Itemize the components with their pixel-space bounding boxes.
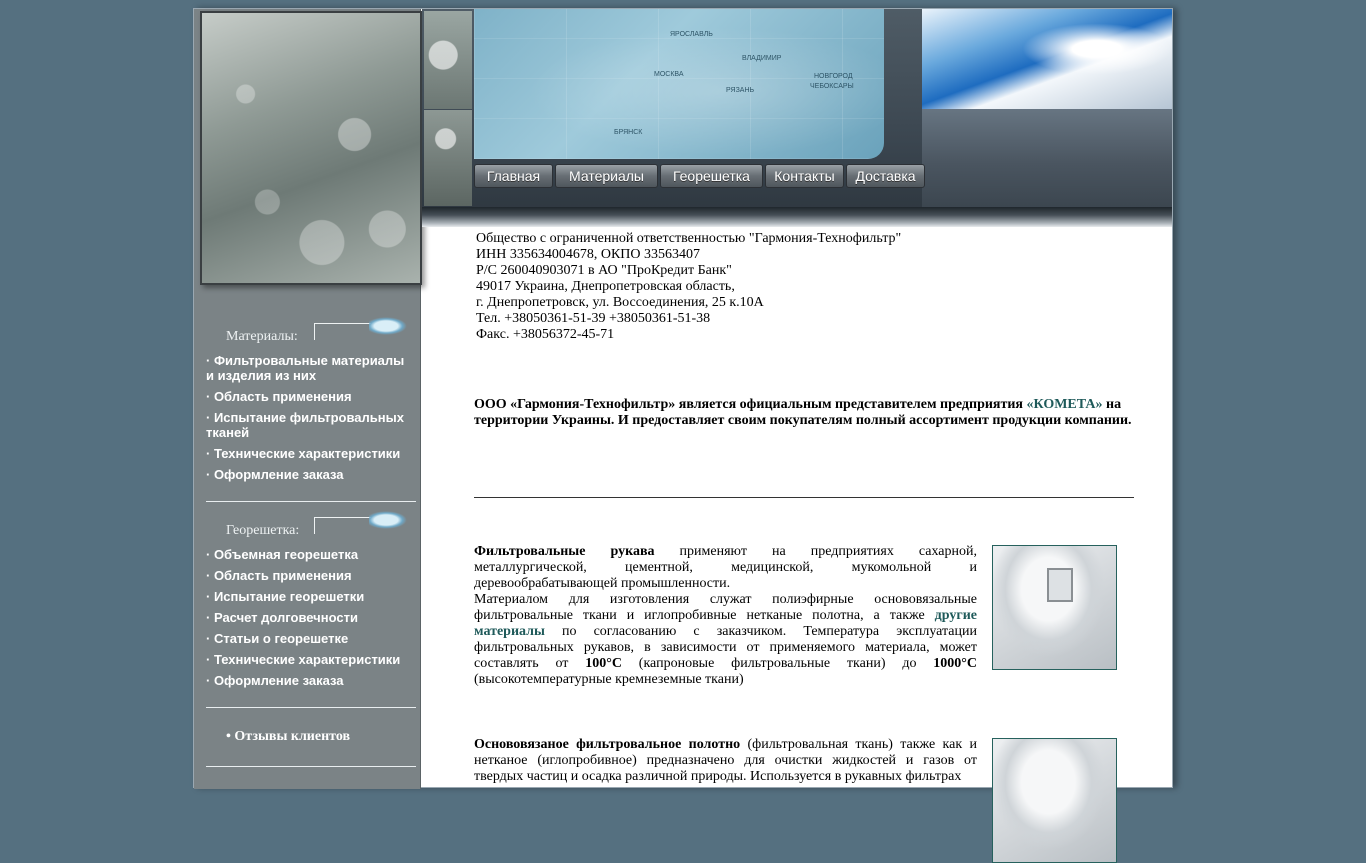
product-description: применяют на предприятиях сахарной, металлургической, цементной, медицинской, мукомольной и деревообрабатывающей промышленности.	[474, 544, 977, 591]
materials-menu-item-order[interactable]: · Оформление заказа	[206, 467, 344, 482]
menu-divider	[206, 766, 416, 767]
product-description: (высокотемпературные кремнеземные ткани)	[474, 672, 744, 687]
company-name: Общество с ограниченной ответственностью "Гармония-Технофильтр"	[476, 231, 902, 246]
menu-heading-line	[314, 323, 373, 340]
nav-materials-button[interactable]: Материалы	[555, 164, 658, 188]
geogrid-menu-item-application[interactable]: · Область применения	[206, 568, 352, 583]
mouse-icon	[369, 317, 407, 335]
header-thumb-image	[424, 110, 472, 206]
product-knitted-fabric-text	[474, 737, 977, 785]
materials-menu-heading: Материалы:	[226, 329, 298, 344]
kometa-link[interactable]: «КОМЕТА»	[1026, 397, 1103, 412]
nav-home-button[interactable]: Главная	[474, 164, 553, 188]
map-label: НОВГОРОД	[814, 73, 853, 80]
geogrid-menu-item-articles[interactable]: · Статьи о георешетке	[206, 631, 349, 646]
map-label: БРЯНСК	[614, 129, 643, 136]
filter-bag-flange	[1047, 568, 1073, 602]
nav-geogrid-button[interactable]: Георешетка	[660, 164, 763, 188]
nav-contacts-button[interactable]: Контакты	[765, 164, 844, 188]
filter-bag-image[interactable]	[992, 545, 1117, 670]
temperature-min: 100°С	[585, 656, 622, 671]
map-label: ЯРОСЛАВЛЬ	[670, 31, 713, 38]
company-address-region: 49017 Украина, Днепропетровская область,	[476, 279, 735, 294]
reviews-link[interactable]: • Отзывы клиентов	[226, 729, 351, 744]
product-filter-bags-title: Фильтровальные рукава	[474, 544, 655, 559]
company-address-street: г. Днепропетровск, ул. Воссоединения, 25 к.10А	[476, 295, 764, 310]
header-map-image	[474, 9, 884, 159]
header-photo-dew-drops	[200, 11, 422, 285]
company-bank-account: Р/С 260040903071 в АО "ПроКредит Банк"	[476, 263, 732, 278]
content-divider	[474, 497, 1134, 498]
map-label: ВЛАДИМИР	[742, 55, 782, 62]
materials-menu-item-application[interactable]: · Область применения	[206, 389, 352, 404]
header-bottom-bar	[422, 207, 1172, 227]
header-thumb-image	[424, 11, 472, 109]
geogrid-menu-item-specs[interactable]: · Технические характеристики	[206, 652, 401, 667]
geogrid-menu	[206, 547, 412, 694]
company-phone: Тел. +38050361-51-39 +38050361-51-38	[476, 311, 711, 326]
materials-menu	[206, 353, 412, 488]
company-details	[476, 231, 1134, 343]
menu-divider	[206, 707, 416, 708]
materials-menu-item-fabric-testing[interactable]: · Испытание фильтровальных тканей	[206, 410, 404, 440]
product-filter-bags-text	[474, 544, 977, 688]
map-label: РЯЗАНЬ	[726, 87, 755, 94]
header-metal-panel	[922, 109, 1172, 219]
representative-text: на территории Украины. И предоставляет своим покупателям полный ассортимент продукции компании.	[474, 397, 1132, 428]
materials-menu-item-filter-materials[interactable]: · Фильтровальные материалы и изделия из них	[206, 353, 405, 383]
product-description: по согласованию с заказчиком. Температура эксплуатации фильтровальных рукавов, в зависимости от применяемого материала, может составлять от	[474, 624, 977, 671]
knitted-fabric-image[interactable]	[992, 738, 1117, 863]
materials-menu-item-specs[interactable]: · Технические характеристики	[206, 446, 401, 461]
product-description: (фильтровальная ткань) также как и нетканое (иглопробивное) предназначено для очистки жидкостей и газов от твердых частиц и осадка различной природы. Используется в рукавных фильтрах	[474, 737, 977, 784]
left-sidebar	[194, 9, 421, 789]
map-label: МОСКВА	[654, 71, 684, 78]
product-description: (капроновые фильтровальные ткани) до	[621, 656, 934, 671]
menu-divider	[206, 501, 416, 502]
geogrid-menu-item-volume[interactable]: · Объемная георешетка	[206, 547, 359, 562]
header-blue-swoosh-image	[922, 9, 1172, 109]
geogrid-menu-item-order[interactable]: · Оформление заказа	[206, 673, 344, 688]
main-content	[474, 231, 1134, 784]
nav-delivery-button[interactable]: Доставка	[846, 164, 925, 188]
product-knitted-fabric-title: Основовязаное фильтровальное полотно	[474, 737, 741, 752]
geogrid-menu-item-durability[interactable]: · Расчет долговечности	[206, 610, 358, 625]
temperature-max: 1000°С	[933, 656, 977, 671]
representative-text: ООО «Гармония-Технофильтр» является официальным представителем предприятия	[474, 397, 1027, 412]
product-description: Материалом для изготовления служат полиэфирные основовязальные фильтровальные ткани и иглопробивные нетканые полотна, а также	[474, 592, 977, 623]
company-inn: ИНН 335634004678, ОКПО 33563407	[476, 247, 700, 262]
page-frame	[193, 8, 1173, 788]
representative-notice	[474, 397, 1134, 429]
other-materials-link[interactable]: другие материалы	[474, 608, 977, 639]
mouse-icon	[369, 511, 407, 529]
map-label: ЧЕБОКСАРЫ	[810, 83, 854, 90]
menu-heading-line	[314, 517, 373, 534]
header-banner	[422, 9, 1172, 227]
geogrid-menu-heading: Георешетка:	[226, 523, 300, 538]
company-fax: Факс. +38056372-45-71	[476, 327, 615, 342]
geogrid-menu-item-testing[interactable]: · Испытание георешетки	[206, 589, 365, 604]
